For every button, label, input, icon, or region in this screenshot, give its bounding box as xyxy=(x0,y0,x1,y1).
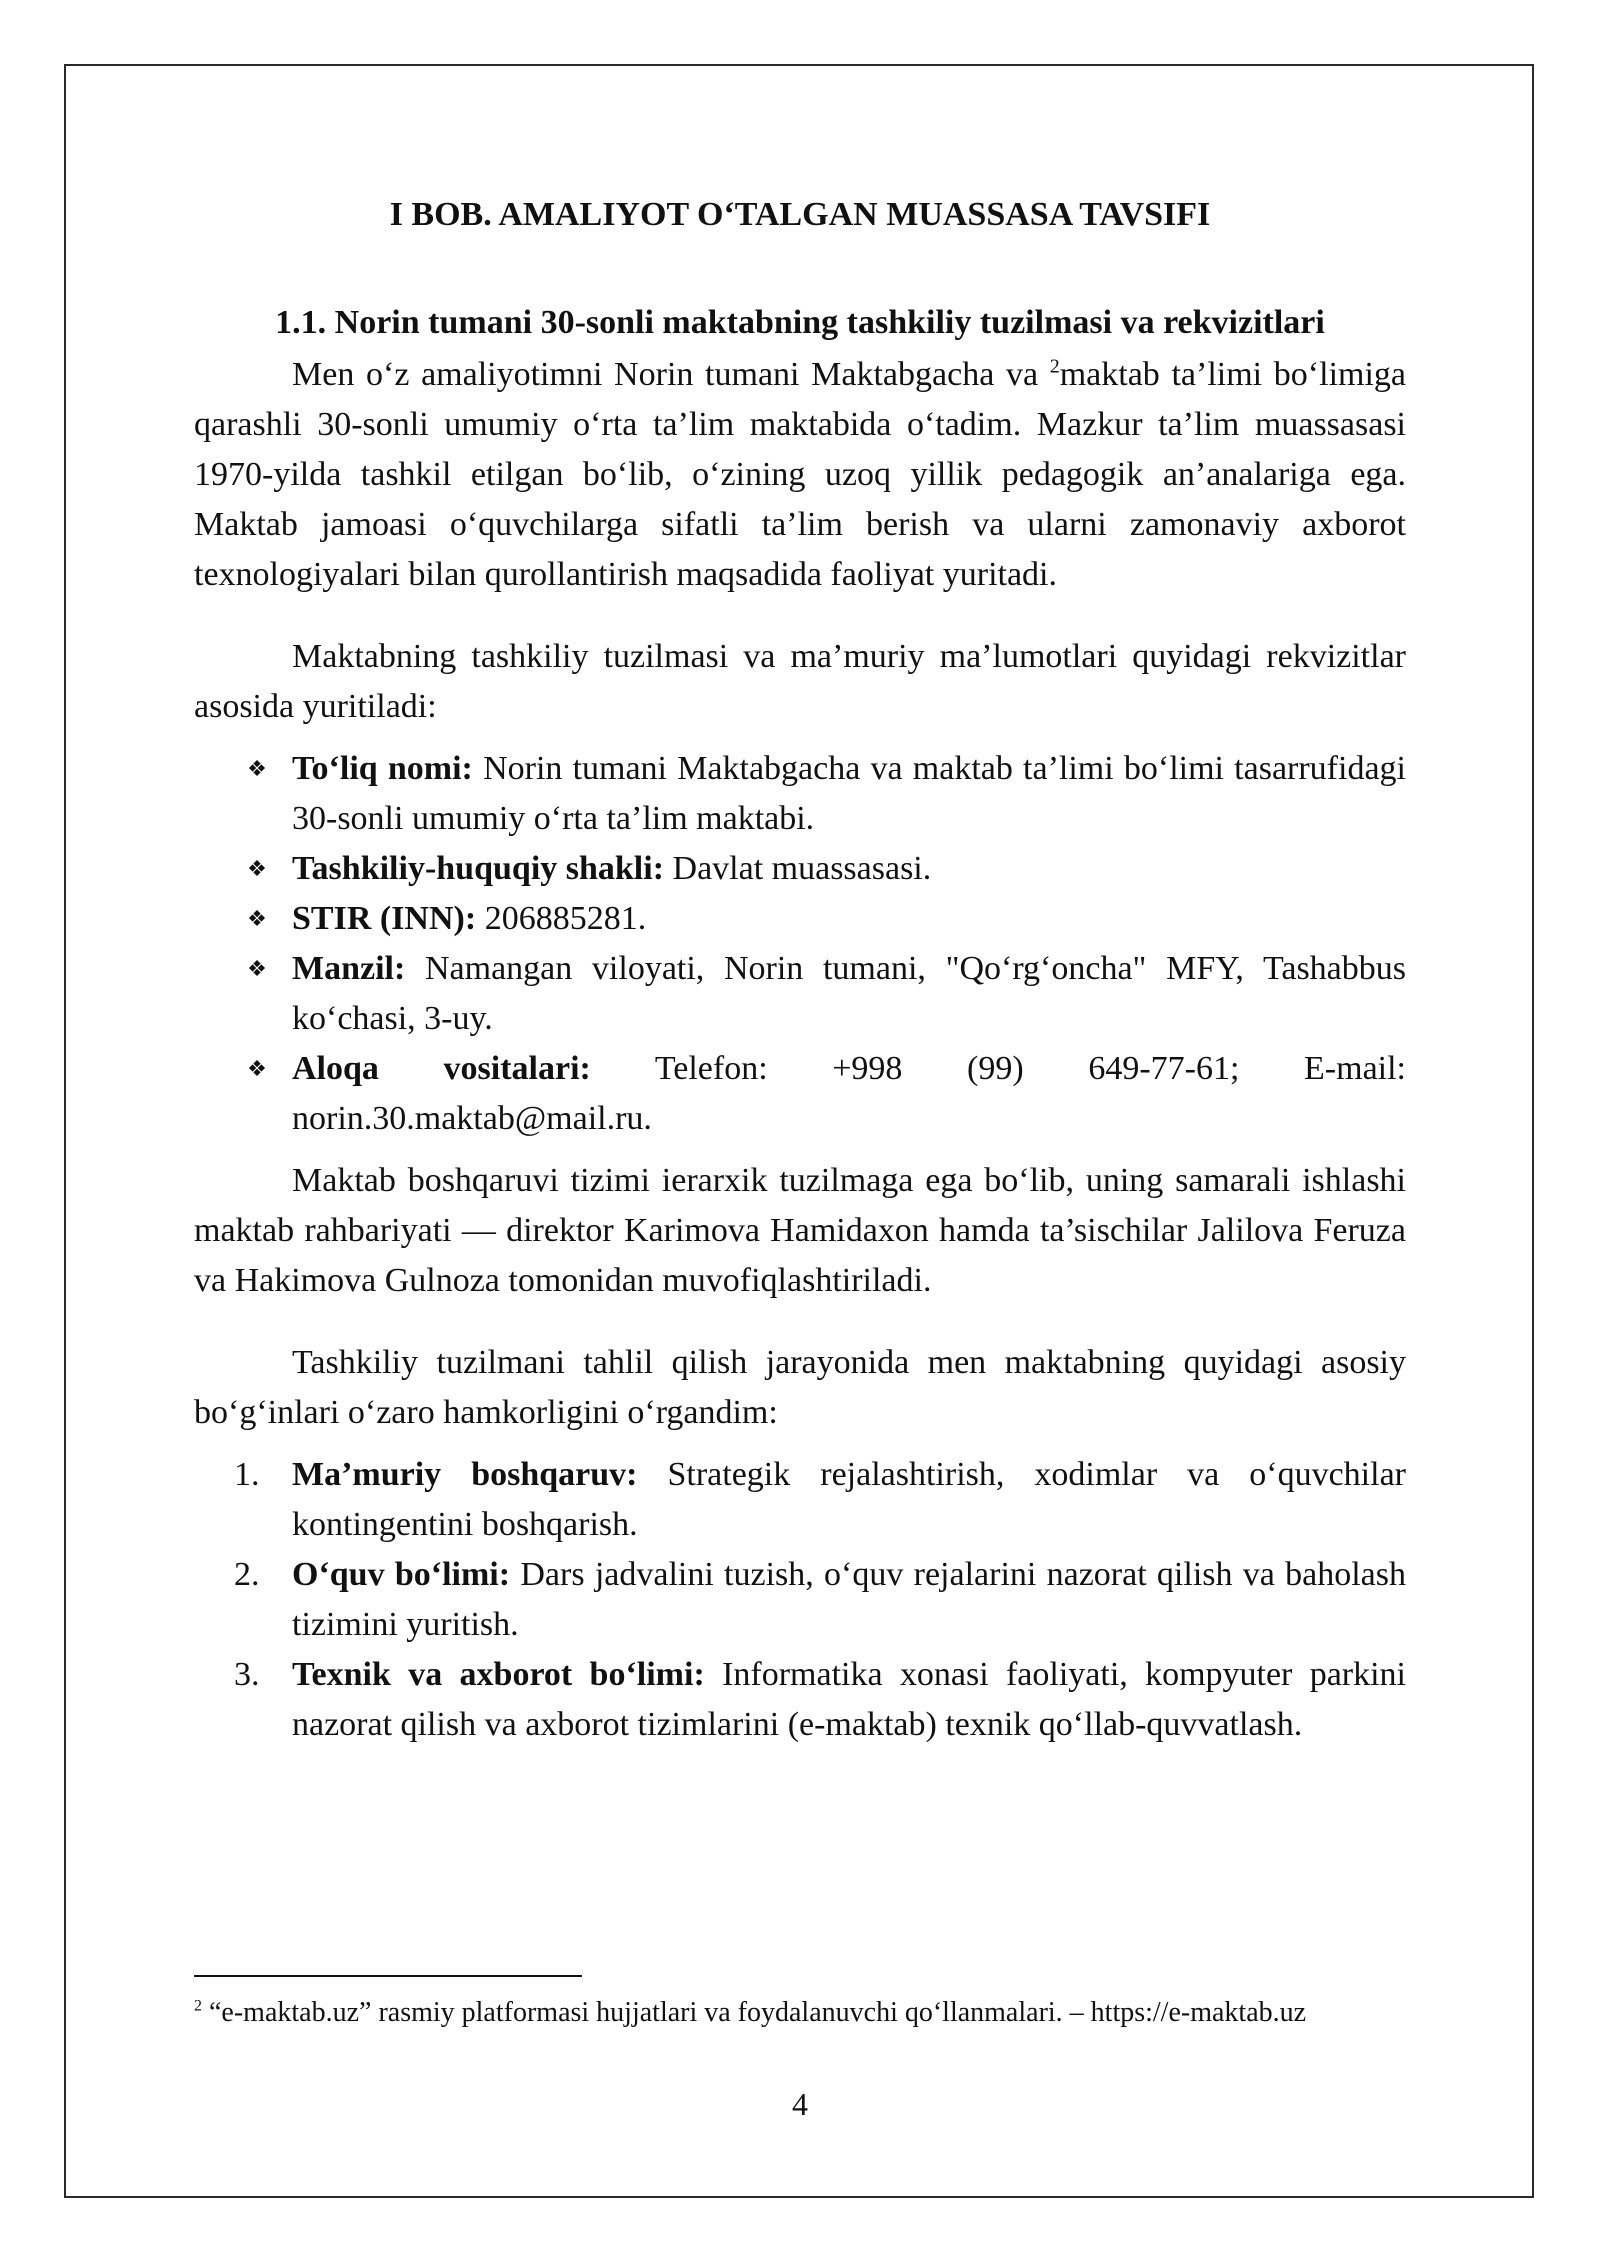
footnote-mark: 2 xyxy=(194,1997,202,2015)
requisite-item xyxy=(194,1044,1406,1144)
diamond-bullet-icon: ❖ xyxy=(247,756,267,781)
requisite-value: Norin tumani Maktabgacha va maktab ta’limi bo‘limi tasarrufidagi 30-sonli umumiy o‘rta ta’lim maktabi. xyxy=(292,750,1406,837)
list-number: 2. xyxy=(234,1556,260,1593)
requisites-intro-paragraph: Maktabning tashkiliy tuzilmasi va ma’muriy ma’lumotlari quyidagi rekvizitlar asosida yuritiladi: xyxy=(194,638,1406,725)
diamond-bullet-icon: ❖ xyxy=(247,956,267,981)
intro-paragraph xyxy=(194,350,1406,600)
requisite-label: STIR (INN): xyxy=(292,900,477,937)
page-number: 4 xyxy=(792,2086,808,2122)
requisite-value: 206885281. xyxy=(476,900,647,937)
units-list xyxy=(194,1450,1406,1750)
unit-description: Informatika xonasi faoliyati, kompyuter parkini nazorat qilish va axborot tizimlarini (e-maktab) texnik qo‘llab-quvvatlash. xyxy=(292,1656,1406,1743)
analysis-paragraph: Tashkiliy tuzilmani tahlil qilish jarayonida men maktabning quyidagi asosiy bo‘g‘inlari o‘zaro hamkorligini o‘rgandim: xyxy=(194,1344,1406,1431)
requisite-label: To‘liq nomi: xyxy=(292,750,473,787)
requisite-item xyxy=(194,944,1406,1044)
unit-item xyxy=(194,1650,1406,1750)
footnote xyxy=(194,1994,1354,2032)
requisite-value: Telefon: +998 (99) 649-77-61; E-mail: norin.30.maktab@mail.ru. xyxy=(292,1050,1406,1137)
footnote-text: “e-maktab.uz” rasmiy platformasi hujjatlari va foydalanuvchi qo‘llanmalari. – https://e-maktab.uz xyxy=(202,1997,1307,2028)
diamond-bullet-icon: ❖ xyxy=(247,856,267,881)
unit-label: Texnik va axborot bo‘limi: xyxy=(292,1656,705,1693)
section-title: 1.1. Norin tumani 30-sonli maktabning tashkiliy tuzilmasi va rekvizitlari xyxy=(275,304,1325,341)
unit-label: O‘quv bo‘limi: xyxy=(292,1556,511,1593)
intro-text-end: maktab ta’limi bo‘limiga qarashli 30-sonli umumiy o‘rta ta’lim maktabida o‘tadim. Mazkur ta’lim muassasasi 1970-yilda tashkil etilgan bo‘lib, o‘zining uzoq yillik pedagogik an’analariga ega. Maktab jamoasi o‘quvchilarga sifatli ta’lim berish va ularni zamonaviy axborot texnologiyalari bilan qurollantirish maqsadida faoliyat yuritadi. xyxy=(194,356,1406,593)
footnote-reference[interactable]: 2 xyxy=(1049,355,1060,378)
requisite-value: Davlat muassasasi. xyxy=(664,850,932,887)
diamond-bullet-icon: ❖ xyxy=(247,906,267,931)
requisite-item xyxy=(194,894,1406,944)
unit-description: Dars jadvalini tuzish, o‘quv rejalarini nazorat qilish va baholash tizimini yuritish. xyxy=(292,1556,1406,1643)
requisite-label: Manzil: xyxy=(292,950,406,987)
list-number: 1. xyxy=(234,1456,260,1493)
footnote-separator xyxy=(194,1975,582,1977)
unit-item xyxy=(194,1550,1406,1650)
requisite-item xyxy=(194,744,1406,844)
list-number: 3. xyxy=(234,1656,260,1693)
page-content xyxy=(194,190,1406,1762)
requisite-value: Namangan viloyati, Norin tumani, "Qo‘rg‘oncha" MFY, Tashabbus ko‘chasi, 3-uy. xyxy=(292,950,1406,1037)
unit-item xyxy=(194,1450,1406,1550)
requisites-list xyxy=(194,744,1406,1144)
management-paragraph: Maktab boshqaruvi tizimi ierarxik tuzilmaga ega bo‘lib, uning samarali ishlashi maktab rahbariyati — direktor Karimova Hamidaxon hamda ta’sischilar Jalilova Feruza va Hakimova Gulnoza tomonidan muvofiqlashtiriladi. xyxy=(194,1162,1406,1299)
requisite-label: Tashkiliy-huquqiy shakli: xyxy=(292,850,665,887)
requisite-label: Aloqa vositalari: xyxy=(292,1050,591,1087)
requisite-item xyxy=(194,844,1406,894)
unit-label: Ma’muriy boshqaruv: xyxy=(292,1456,638,1493)
unit-description: Strategik rejalashtirish, xodimlar va o‘quvchilar kontingentini boshqarish. xyxy=(292,1456,1406,1543)
intro-text-start: Men o‘z amaliyotimni Norin tumani Maktabgacha va xyxy=(292,356,1050,393)
diamond-bullet-icon: ❖ xyxy=(247,1056,267,1081)
chapter-title: I BOB. AMALIYOT O‘TALGAN MUASSASA TAVSIFI xyxy=(389,196,1211,233)
